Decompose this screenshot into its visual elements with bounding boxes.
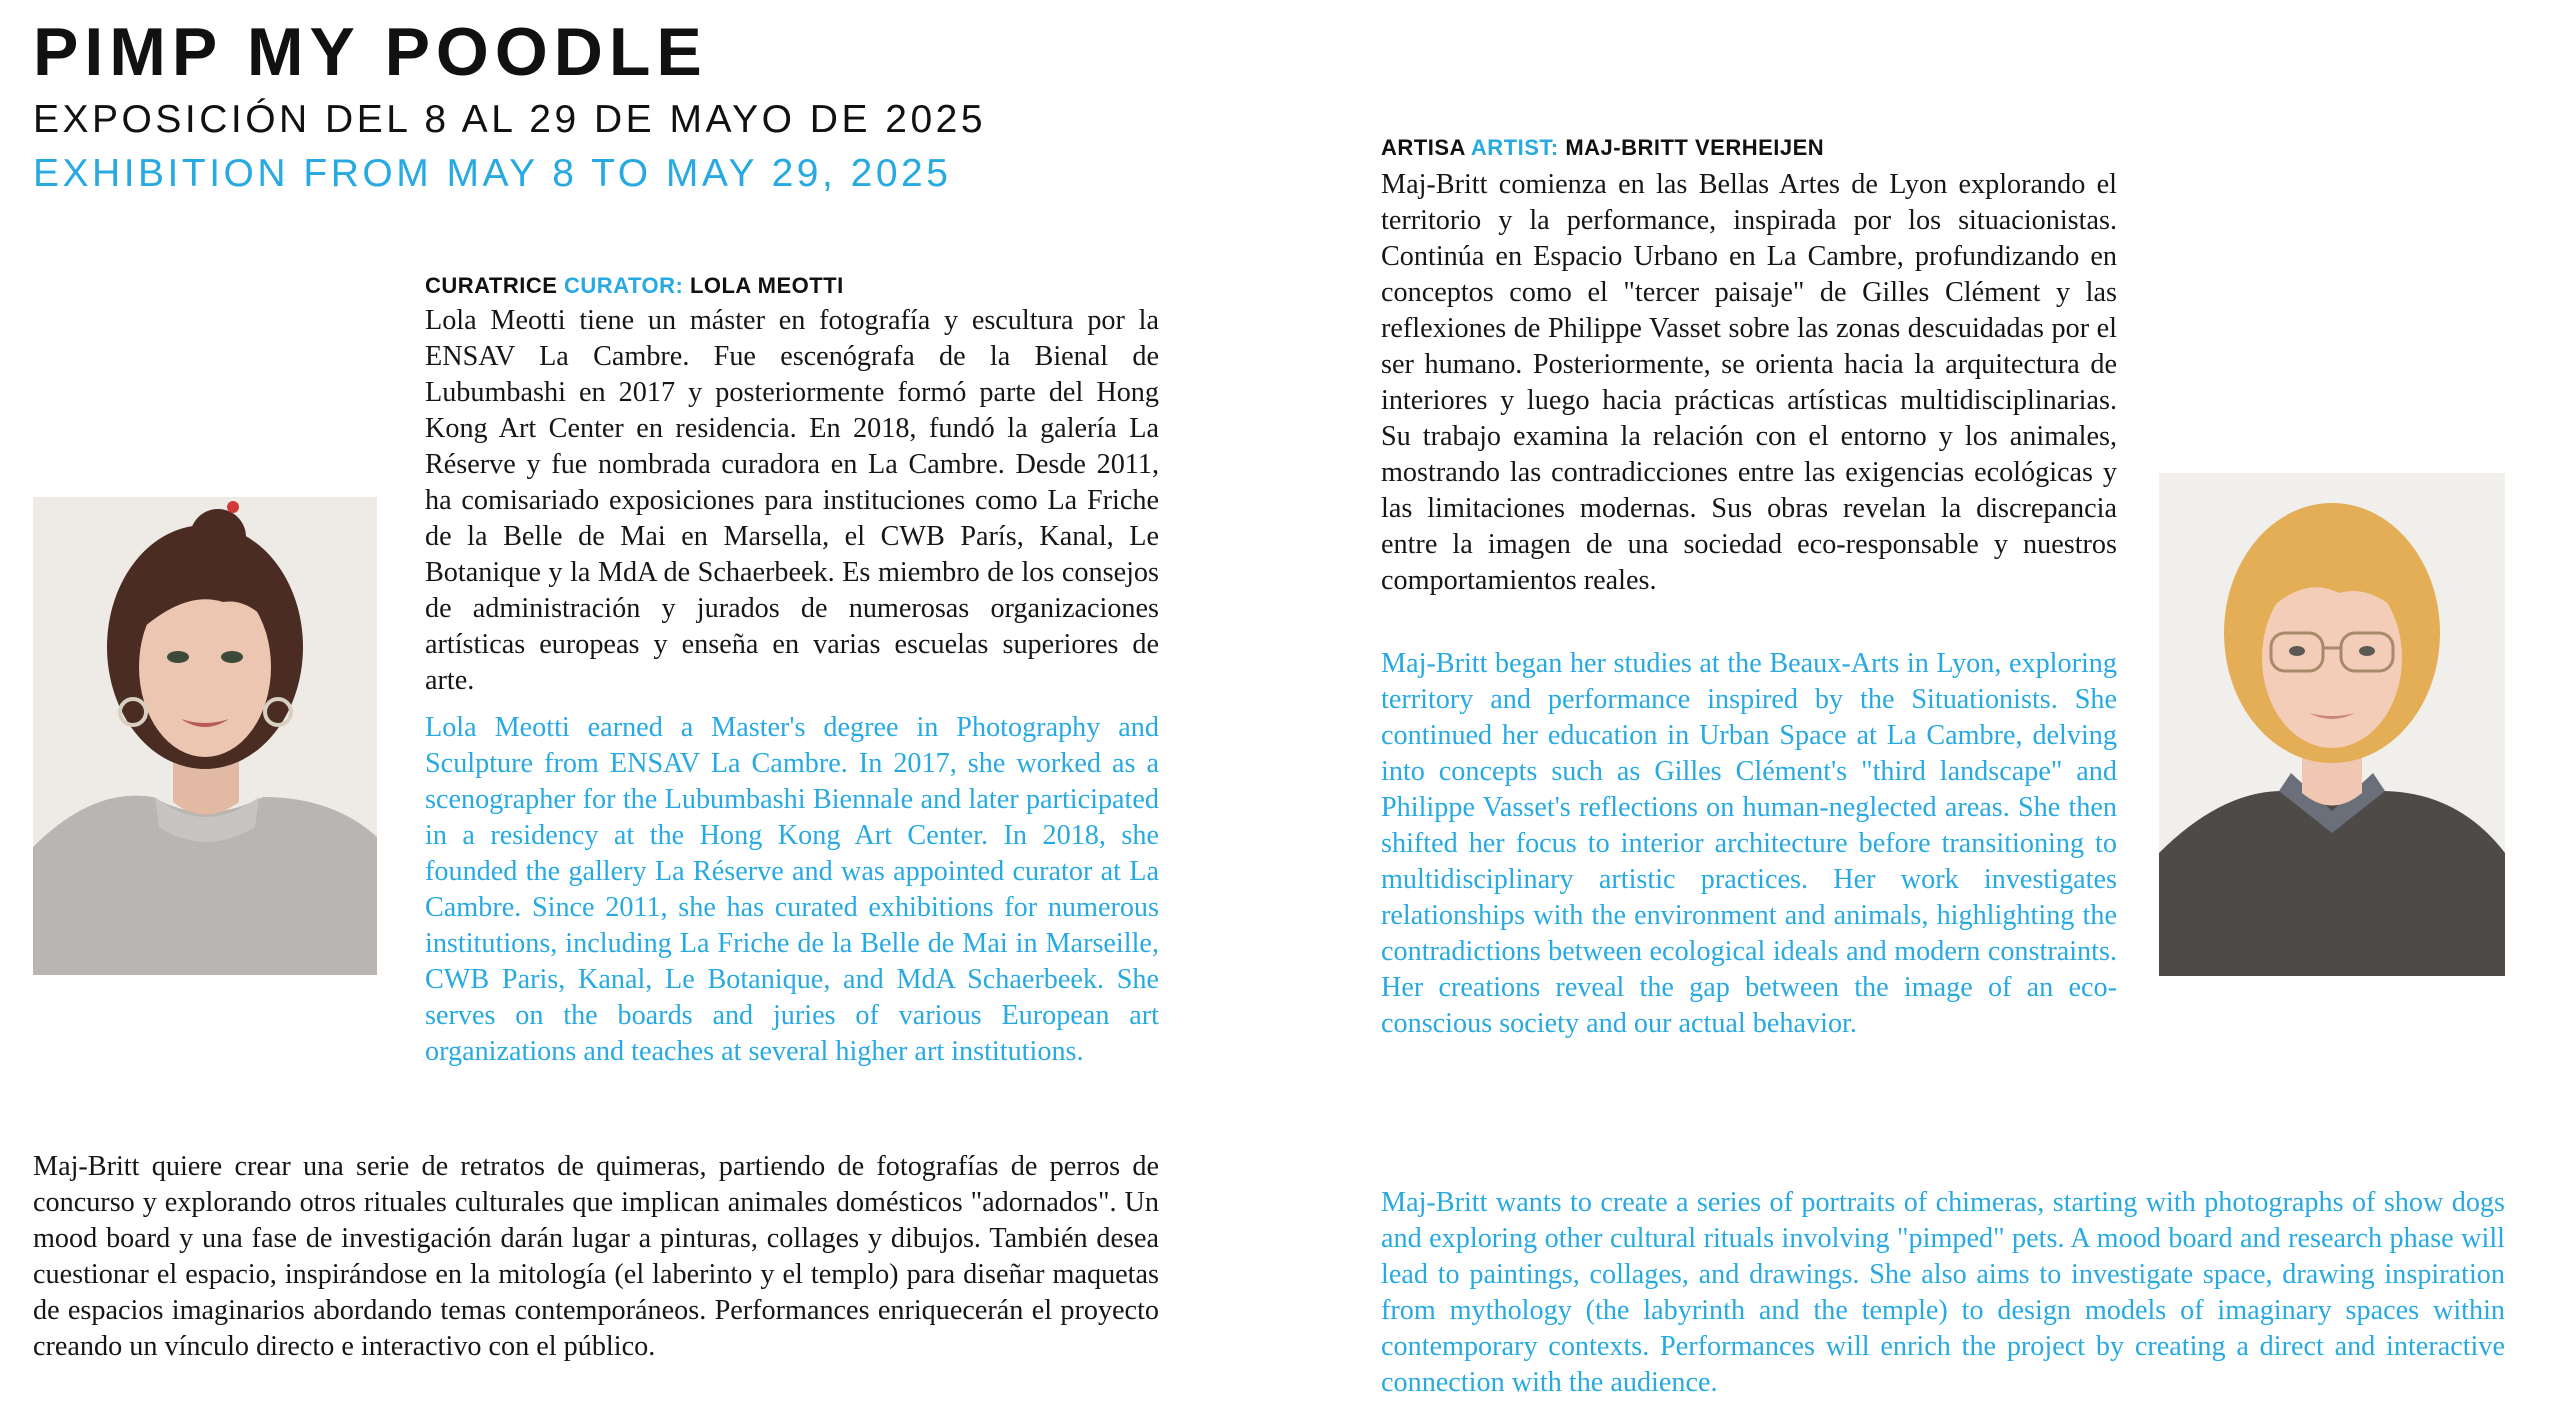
artist-role-en: ARTIST:: [1470, 135, 1559, 160]
artist-heading: [1381, 137, 1824, 159]
project-description-es: Maj-Britt quiere crear una serie de retratos de quimeras, partiendo de fotografías de perros de concurso y explorando otros rituales culturales que implican animales domésticos "adornados". Un mood board y una fase de investigación darán lugar a pinturas, collages y dibujos. También desea cuestionar el espacio, inspirándose en la mitología (el laberinto y el templo) para diseñar maquetas de espacios imaginarios abordando temas contemporáneos. Performances enriquecerán el proyecto creando un vínculo directo e interactivo con el público.: [33, 1151, 1159, 1362]
curator-bio-es: Lola Meotti tiene un máster en fotografía y escultura por la ENSAV La Cambre. Fue escenógrafa de la Bienal de Lubumbashi en 2017 y posteriormente formó parte del Hong Kong Art Center en residencia. En 2018, fundó la galería La Réserve y fue nombrada curadora en La Cambre. Desde 2011, ha comisariado exposiciones para instituciones como La Friche de la Belle de Mai en Marsella, el CWB París, Kanal, Le Botanique y la MdA de Schaerbeek. Es miembro de los consejos de administración y jurados de numerosas organizaciones artísticas europeas y enseña en varias escuelas superiores de arte.: [425, 305, 1159, 696]
curator-name: LOLA MEOTTI: [683, 273, 844, 298]
exhibition-dates-es: EXPOSICIÓN DEL 8 AL 29 DE MAYO DE 2025: [33, 98, 987, 141]
artist-name: MAJ-BRITT VERHEIJEN: [1558, 135, 1825, 160]
artist-role-es: ARTISA: [1381, 135, 1471, 160]
curator-photo: [33, 497, 377, 975]
artist-bio-es: Maj-Britt comienza en las Bellas Artes de Lyon explorando el territorio y la performance, inspirada por los situacionistas. Continúa en Espacio Urbano en La Cambre, profundizando en conceptos como el "tercer paisaje" de Gilles Clément y las reflexiones de Philippe Vasset sobre las zonas descuidadas por el ser humano. Posteriormente, se orienta hacia la arquitectura de interiores y luego hacia prácticas artísticas multidisciplinarias. Su trabajo examina la relación con el entorno y los animales, mostrando las contradicciones entre las exigencias ecológicas y las limitaciones modernas. Sus obras revelan la discrepancia entre la imagen de una sociedad eco-responsable y nuestros comportamientos reales.: [1381, 169, 2117, 596]
curator-heading: [425, 275, 844, 297]
curator-bio-en: Lola Meotti earned a Master's degree in Photography and Sculpture from ENSAV La Cambre. In 2017, she worked as a scenographer for the Lubumbashi Biennale and later participated in a residency at the Hong Kong Art Center. In 2018, she founded the gallery La Réserve and was appointed curator at La Cambre. Since 2011, she has curated exhibitions for numerous institutions, including La Friche de la Belle de Mai in Marseille, CWB Paris, Kanal, Le Botanique, and MdA Schaerbeek. She serves on the boards and juries of various European art organizations and teaches at several higher art institutions.: [425, 712, 1159, 1067]
artist-photo: [2159, 473, 2505, 976]
exhibition-dates-en: EXHIBITION FROM MAY 8 TO MAY 29, 2025: [33, 152, 952, 195]
artist-bio-en: Maj-Britt began her studies at the Beaux-Arts in Lyon, exploring territory and performance inspired by the Situationists. She continued her education in Urban Space at La Cambre, delving into concepts such as Gilles Clément's "third landscape" and Philippe Vasset's reflections on human-neglected areas. She then shifted her focus to interior architecture before transitioning to multidisciplinary artistic practices. Her work investigates relationships with the environment and animals, highlighting the contradictions between ecological ideals and modern constraints. Her creations reveal the gap between the image of an eco-conscious society and our actual behavior.: [1381, 648, 2117, 1039]
curator-role-es: CURATRICE: [425, 273, 565, 298]
page-title: PIMP MY POODLE: [33, 14, 708, 90]
curator-role-en: CURATOR:: [564, 273, 684, 298]
project-description-en: Maj-Britt wants to create a series of portraits of chimeras, starting with photographs of show dogs and exploring other cultural rituals involving "pimped" pets. A mood board and research phase will lead to paintings, collages, and drawings. She also aims to investigate space, drawing inspiration from mythology (the labyrinth and the temple) to design models of imaginary spaces within contemporary contexts. Performances will enrich the project by creating a direct and interactive connection with the audience.: [1381, 1187, 2505, 1398]
